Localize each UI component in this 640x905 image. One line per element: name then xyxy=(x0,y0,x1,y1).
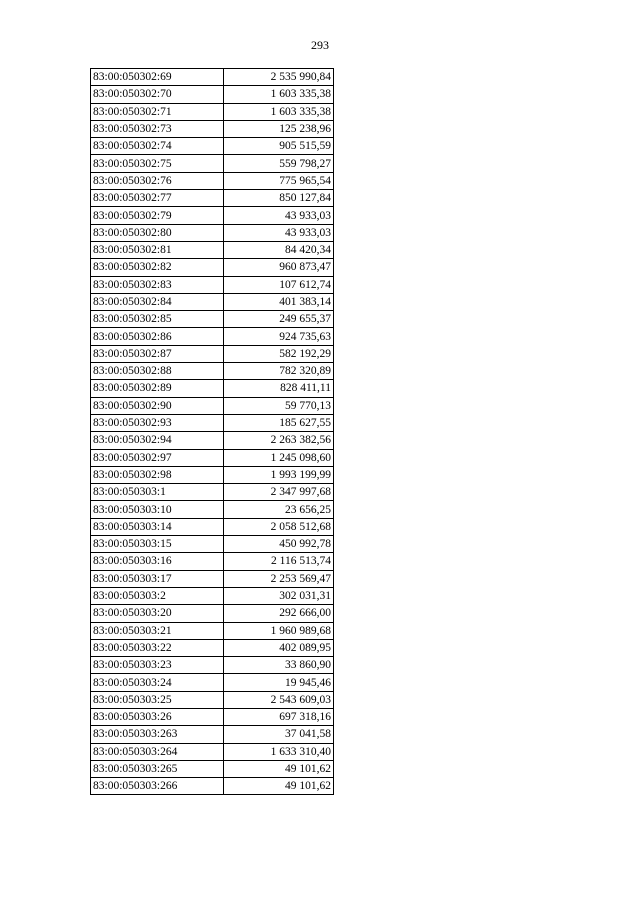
cadastral-number-cell: 83:00:050302:75 xyxy=(91,155,224,172)
cadastral-value-cell: 19 945,46 xyxy=(224,674,334,691)
table-row xyxy=(91,103,334,120)
cadastral-value-cell: 2 116 513,74 xyxy=(224,553,334,570)
cadastral-value-cell: 23 656,25 xyxy=(224,501,334,518)
table-row xyxy=(91,466,334,483)
cadastral-number-cell: 83:00:050302:98 xyxy=(91,466,224,483)
cadastral-number-cell: 83:00:050302:84 xyxy=(91,293,224,310)
cadastral-value-cell: 125 238,96 xyxy=(224,120,334,137)
cadastral-value-cell: 43 933,03 xyxy=(224,207,334,224)
cadastral-value-cell: 582 192,29 xyxy=(224,345,334,362)
cadastral-value-cell: 84 420,34 xyxy=(224,241,334,258)
cadastral-number-cell: 83:00:050303:16 xyxy=(91,553,224,570)
table-row xyxy=(91,172,334,189)
cadastral-number-cell: 83:00:050303:23 xyxy=(91,657,224,674)
cadastral-value-cell: 185 627,55 xyxy=(224,414,334,431)
table-row xyxy=(91,778,334,795)
cadastral-value-cell: 559 798,27 xyxy=(224,155,334,172)
table-row xyxy=(91,69,334,86)
table-row xyxy=(91,207,334,224)
table-row xyxy=(91,484,334,501)
cadastral-number-cell: 83:00:050303:22 xyxy=(91,639,224,656)
cadastral-value-cell: 33 860,90 xyxy=(224,657,334,674)
table-row xyxy=(91,86,334,103)
table-row xyxy=(91,587,334,604)
cadastral-number-cell: 83:00:050302:77 xyxy=(91,190,224,207)
cadastral-value-cell: 37 041,58 xyxy=(224,726,334,743)
cadastral-value-cell: 1 993 199,99 xyxy=(224,466,334,483)
table-row xyxy=(91,622,334,639)
cadastral-number-cell: 83:00:050303:15 xyxy=(91,536,224,553)
cadastral-value-cell: 59 770,13 xyxy=(224,397,334,414)
cadastral-number-cell: 83:00:050302:94 xyxy=(91,432,224,449)
table-row xyxy=(91,553,334,570)
cadastral-number-cell: 83:00:050302:81 xyxy=(91,241,224,258)
cadastral-number-cell: 83:00:050302:97 xyxy=(91,449,224,466)
table-row xyxy=(91,293,334,310)
cadastral-number-cell: 83:00:050302:88 xyxy=(91,363,224,380)
table-row xyxy=(91,190,334,207)
cadastral-number-cell: 83:00:050302:80 xyxy=(91,224,224,241)
table-row xyxy=(91,726,334,743)
cadastral-value-cell: 49 101,62 xyxy=(224,760,334,777)
cadastral-number-cell: 83:00:050303:14 xyxy=(91,518,224,535)
table-row xyxy=(91,760,334,777)
cadastral-number-cell: 83:00:050302:90 xyxy=(91,397,224,414)
table-row xyxy=(91,639,334,656)
cadastral-value-cell: 1 603 335,38 xyxy=(224,86,334,103)
cadastral-value-cell: 697 318,16 xyxy=(224,708,334,725)
cadastral-number-cell: 83:00:050302:85 xyxy=(91,311,224,328)
cadastral-value-cell: 828 411,11 xyxy=(224,380,334,397)
cadastral-value-cell: 302 031,31 xyxy=(224,587,334,604)
cadastral-number-cell: 83:00:050302:70 xyxy=(91,86,224,103)
cadastral-value-cell: 850 127,84 xyxy=(224,190,334,207)
cadastral-number-cell: 83:00:050302:93 xyxy=(91,414,224,431)
table-body xyxy=(91,69,334,795)
table-row xyxy=(91,241,334,258)
cadastral-number-cell: 83:00:050302:79 xyxy=(91,207,224,224)
cadastral-value-cell: 49 101,62 xyxy=(224,778,334,795)
cadastral-value-cell: 402 089,95 xyxy=(224,639,334,656)
cadastral-number-cell: 83:00:050303:20 xyxy=(91,605,224,622)
cadastral-value-cell: 1 603 335,38 xyxy=(224,103,334,120)
cadastral-number-cell: 83:00:050302:87 xyxy=(91,345,224,362)
cadastral-number-cell: 83:00:050303:24 xyxy=(91,674,224,691)
cadastral-value-cell: 1 960 989,68 xyxy=(224,622,334,639)
table-row xyxy=(91,605,334,622)
cadastral-value-cell: 775 965,54 xyxy=(224,172,334,189)
cadastral-value-cell: 249 655,37 xyxy=(224,311,334,328)
cadastral-number-cell: 83:00:050302:86 xyxy=(91,328,224,345)
table-row xyxy=(91,674,334,691)
table-row xyxy=(91,536,334,553)
cadastral-value-table xyxy=(90,68,334,795)
table-row xyxy=(91,155,334,172)
cadastral-value-cell: 2 253 569,47 xyxy=(224,570,334,587)
cadastral-number-cell: 83:00:050303:25 xyxy=(91,691,224,708)
table-row xyxy=(91,363,334,380)
cadastral-value-cell: 1 245 098,60 xyxy=(224,449,334,466)
table-row xyxy=(91,259,334,276)
cadastral-number-cell: 83:00:050303:26 xyxy=(91,708,224,725)
table-row xyxy=(91,518,334,535)
cadastral-value-cell: 401 383,14 xyxy=(224,293,334,310)
cadastral-value-cell: 2 058 512,68 xyxy=(224,518,334,535)
table-row xyxy=(91,138,334,155)
cadastral-number-cell: 83:00:050303:263 xyxy=(91,726,224,743)
cadastral-number-cell: 83:00:050302:71 xyxy=(91,103,224,120)
cadastral-value-cell: 450 992,78 xyxy=(224,536,334,553)
cadastral-value-cell: 2 543 609,03 xyxy=(224,691,334,708)
cadastral-value-cell: 924 735,63 xyxy=(224,328,334,345)
cadastral-number-cell: 83:00:050302:82 xyxy=(91,259,224,276)
cadastral-number-cell: 83:00:050302:89 xyxy=(91,380,224,397)
table-row xyxy=(91,397,334,414)
cadastral-value-cell: 2 263 382,56 xyxy=(224,432,334,449)
cadastral-number-cell: 83:00:050303:21 xyxy=(91,622,224,639)
table-row xyxy=(91,311,334,328)
cadastral-number-cell: 83:00:050303:17 xyxy=(91,570,224,587)
cadastral-value-cell: 43 933,03 xyxy=(224,224,334,241)
table-row xyxy=(91,224,334,241)
cadastral-value-cell: 1 633 310,40 xyxy=(224,743,334,760)
cadastral-number-cell: 83:00:050303:2 xyxy=(91,587,224,604)
cadastral-number-cell: 83:00:050303:266 xyxy=(91,778,224,795)
table-row xyxy=(91,743,334,760)
cadastral-value-cell: 782 320,89 xyxy=(224,363,334,380)
cadastral-value-cell: 905 515,59 xyxy=(224,138,334,155)
table-row xyxy=(91,414,334,431)
table-row xyxy=(91,657,334,674)
cadastral-number-cell: 83:00:050302:73 xyxy=(91,120,224,137)
table-row xyxy=(91,570,334,587)
cadastral-value-cell: 292 666,00 xyxy=(224,605,334,622)
table-row xyxy=(91,691,334,708)
table-row xyxy=(91,328,334,345)
cadastral-number-cell: 83:00:050303:265 xyxy=(91,760,224,777)
table-row xyxy=(91,345,334,362)
cadastral-number-cell: 83:00:050303:10 xyxy=(91,501,224,518)
cadastral-value-cell: 2 347 997,68 xyxy=(224,484,334,501)
cadastral-number-cell: 83:00:050303:264 xyxy=(91,743,224,760)
table-row xyxy=(91,449,334,466)
cadastral-number-cell: 83:00:050302:76 xyxy=(91,172,224,189)
cadastral-number-cell: 83:00:050302:83 xyxy=(91,276,224,293)
page-number: 293 xyxy=(311,38,329,52)
table-row xyxy=(91,501,334,518)
table-row xyxy=(91,380,334,397)
table-row xyxy=(91,432,334,449)
cadastral-number-cell: 83:00:050302:74 xyxy=(91,138,224,155)
cadastral-value-cell: 107 612,74 xyxy=(224,276,334,293)
table-row xyxy=(91,708,334,725)
cadastral-number-cell: 83:00:050302:69 xyxy=(91,69,224,86)
cadastral-value-cell: 960 873,47 xyxy=(224,259,334,276)
table-row xyxy=(91,276,334,293)
cadastral-number-cell: 83:00:050303:1 xyxy=(91,484,224,501)
table-row xyxy=(91,120,334,137)
cadastral-value-cell: 2 535 990,84 xyxy=(224,69,334,86)
